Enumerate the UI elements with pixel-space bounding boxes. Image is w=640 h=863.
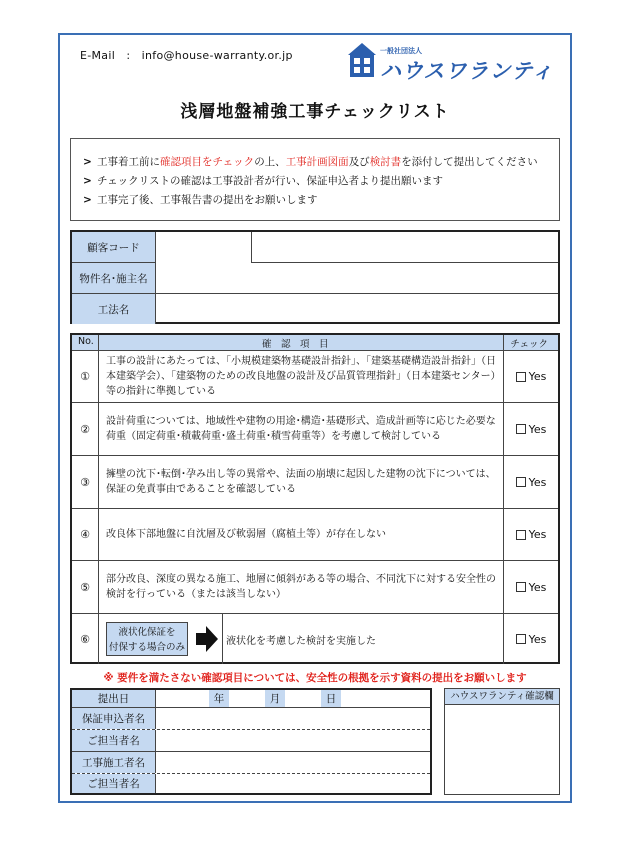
applicant-contact-label: ご担当者名 xyxy=(72,730,156,751)
logo-subtitle: 一般社団法人 xyxy=(380,47,422,55)
customer-code-row xyxy=(72,232,558,263)
applicant-label: 保証申込者名 xyxy=(72,708,156,729)
builder-contact-field[interactable] xyxy=(157,774,430,793)
year-label: 年 xyxy=(209,690,229,707)
confirmation-stamp-area xyxy=(445,705,559,794)
builder-contact-row xyxy=(72,774,430,793)
yes-checkbox[interactable]: Yes xyxy=(504,509,558,560)
item-number: ⑤ xyxy=(80,580,90,594)
check-row xyxy=(72,351,558,403)
project-info-table xyxy=(70,230,560,324)
method-name-row xyxy=(72,294,558,324)
year-field[interactable] xyxy=(157,690,209,707)
item-number: ② xyxy=(80,422,90,436)
property-name-field[interactable] xyxy=(157,263,558,293)
submission-date-row xyxy=(72,690,430,708)
checklist-sheet xyxy=(58,33,572,803)
method-name-field[interactable] xyxy=(157,294,558,324)
month-field[interactable] xyxy=(229,690,265,707)
item-text: 部分改良、深度の異なる施工、地層に傾斜がある等の場合、不同沈下に対する安全性の検討を行っている（または該当しない） xyxy=(106,574,496,600)
checkbox-icon[interactable] xyxy=(516,477,526,487)
yes-checkbox[interactable]: Yes xyxy=(504,403,558,455)
house-warranty-confirmation-box xyxy=(444,688,560,795)
item-number: ④ xyxy=(80,528,90,541)
customer-code-label: 顧客コード xyxy=(72,232,156,263)
item-number: ① xyxy=(80,370,90,383)
house-warranty-logo xyxy=(348,43,562,85)
checkbox-icon[interactable] xyxy=(516,634,526,644)
applicant-field[interactable] xyxy=(157,708,430,729)
day-label: 日 xyxy=(321,690,341,707)
item-text: 工事の設計にあたっては、｢小規模建築物基礎設計指針｣、｢建築基礎構造設計指針｣（日本建築学会）、｢建築物のための改良地盤の設計及び品質管理指針｣（日本建築センター）等の指針に準拠している xyxy=(106,356,496,397)
logo-name: ハウスワランティ xyxy=(380,59,554,83)
check-table-header xyxy=(72,335,558,351)
header-check: チェック xyxy=(510,339,548,350)
instruction-3: > 工事完了後、工事報告書の提出をお願いします xyxy=(83,191,559,210)
submission-date-label: 提出日 xyxy=(72,690,156,707)
check-row-liquefaction xyxy=(72,614,558,664)
property-name-row xyxy=(72,263,558,294)
checkbox-icon[interactable] xyxy=(516,530,526,540)
item-number: ③ xyxy=(80,475,90,489)
property-name-label: 物件名･施主名 xyxy=(72,263,156,293)
checkbox-icon[interactable] xyxy=(516,424,526,434)
customer-code-field[interactable] xyxy=(156,232,252,263)
applicant-row xyxy=(72,708,430,730)
instruction-1: > 工事着工前に確認項目をチェックの上、工事計画図面及び検討書を添付して提出してください xyxy=(83,153,559,172)
instructions-box xyxy=(70,138,560,221)
yes-checkbox[interactable]: Yes xyxy=(504,456,558,508)
check-row xyxy=(72,509,558,561)
page-title: 浅層地盤補強工事チェックリスト xyxy=(180,102,450,122)
day-field[interactable] xyxy=(285,690,321,707)
arrow-bullet-icon: > xyxy=(83,194,92,206)
right-arrow-icon xyxy=(196,626,218,652)
check-row xyxy=(72,561,558,614)
arrow-bullet-icon: > xyxy=(83,175,92,187)
logo-mark-icon xyxy=(348,43,376,79)
builder-field[interactable] xyxy=(157,752,430,773)
arrow-bullet-icon: > xyxy=(83,156,92,168)
yes-checkbox[interactable]: Yes xyxy=(504,561,558,613)
header-item: 確 認 項 目 xyxy=(262,339,329,350)
item-text: 設計荷重については、地域性や建物の用途･構造･基礎形式、造成計画等に応じた必要な荷重（固定荷重･積載荷重･盛土荷重･積雪荷重等）を考慮して検討している xyxy=(106,416,496,442)
requirement-warning: ※ 要件を満たさない確認項目については、安全性の根拠を示す資料の提出をお願いします xyxy=(103,672,527,684)
yes-checkbox[interactable]: Yes xyxy=(504,351,558,402)
checkbox-icon[interactable] xyxy=(516,372,526,382)
confirmation-label: ハウスワランティ確認欄 xyxy=(445,689,559,705)
item-text: 擁壁の沈下･転倒･孕み出し等の異常や、法面の崩壊に起因した建物の沈下については、保証の免責事由であることを確認している xyxy=(106,469,496,495)
instruction-2: > チェックリストの確認は工事設計者が行い、保証申込者より提出願います xyxy=(83,172,559,191)
liquefaction-condition-label: 液状化保証を 付保する場合のみ xyxy=(106,622,188,656)
month-label: 月 xyxy=(265,690,285,707)
applicant-contact-row xyxy=(72,730,430,752)
contact-email[interactable]: E-Mail : info@house-warranty.or.jp xyxy=(80,49,293,62)
yes-checkbox[interactable]: Yes xyxy=(504,614,558,664)
check-items-table xyxy=(70,333,560,664)
applicant-contact-field[interactable] xyxy=(157,730,430,751)
check-row xyxy=(72,403,558,456)
item-text: 液状化を考慮した検討を実施した xyxy=(226,635,376,647)
signature-table xyxy=(70,688,432,795)
method-name-label: 工法名 xyxy=(72,294,156,324)
builder-label: 工事施工者名 xyxy=(72,752,156,773)
header-no: No. xyxy=(78,336,94,347)
builder-contact-label: ご担当者名 xyxy=(72,774,156,793)
checkbox-icon[interactable] xyxy=(516,582,526,592)
builder-row xyxy=(72,752,430,774)
check-row xyxy=(72,456,558,509)
item-number: ⑥ xyxy=(80,632,90,646)
item-text: 改良体下部地盤に自沈層及び軟弱層（腐植土等）が存在しない xyxy=(106,529,386,540)
